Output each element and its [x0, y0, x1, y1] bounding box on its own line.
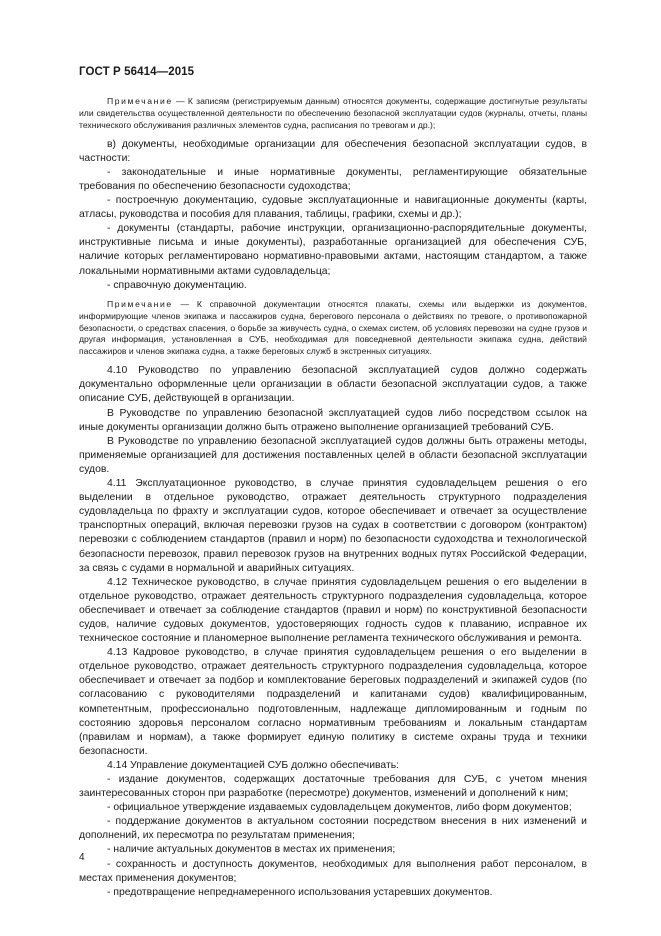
- note-label: Примечание: [107, 298, 173, 309]
- paragraph-4-13: 4.13 Кадровое руководство, в случае принятия судовладельцем решения о его выделении в отдельное руководство, отражает деятельность структурного подразделения судовладельца, которое обеспечивает и отвечает за подбор и комплектование береговых подразделений и экипажей судов (по согласованию с руководителями подразделений и капитанами судов) квалифицированным, компетентным, профессионально подготовленным, надлежаще дипломированным и годным по состоянию здоровья персоналом согласно нормативным требованиям и локальным стандартам (правилам и нормам), а также формирует единую политику в системе охраны труда и техники безопасности.: [79, 647, 587, 757]
- page-number: 4: [79, 852, 85, 863]
- list-item: - предотвращение непреднамеренного использования устаревших документов.: [107, 886, 493, 898]
- note-label: Примечание: [107, 96, 173, 106]
- list-item: - сохранность и доступность документов, необходимых для выполнения работ персоналом, в местах применения документов;: [79, 858, 587, 884]
- list-item: - построечную документацию, судовые эксплуатационные и навигационные документы (карты, атласы, руководства и пособия для плавания, таблицы, графики, схемы и др.);: [79, 195, 587, 221]
- document-body: [79, 96, 587, 900]
- note-reference-docs: [79, 299, 587, 359]
- document-header: ГОСТ Р 56414—2015: [79, 66, 195, 78]
- list-item: - документы (стандарты, рабочие инструкции, организационно-распорядительные документы, инструктивные письма и иные документы), разработанные организацией для обеспечения СУБ, наличие которых регламентировано нормативно-правовыми актами, настоящим стандартом, а также локальными нормативными актами судовладельца;: [79, 223, 587, 277]
- note-text: — К справочной документации относятся плакаты, схемы или выдержки из документов, информирующие членов экипажа и пассажиров судна, берегового персонала о действиях по тревоге, о противопожарной безопасности, о средствах спасения, о борьбе за живучесть судна, о схемах систем, об условиях перевозки на судне грузов и другая информация, установленная в СУБ, необходимая для повседневной деятельности экипажа судна, действий пассажиров и членов экипажа судна, а также береговых служб в экстренных ситуациях.: [79, 298, 587, 357]
- list-item-v: в) документы, необходимые организации для обеспечения безопасной эксплуатации судов, в частности:: [79, 138, 587, 164]
- note-text: — К записям (регистрируемым данным) относятся документы, содержащие достигнутые результаты или свидетельства осуществленной деятельности по обеспечению безопасной эксплуатации судов (журналы, отчеты, планы технического обслуживания различных элементов судна, расписания по тревогам и др.);: [79, 96, 588, 130]
- paragraph: В Руководстве по управлению безопасной эксплуатацией судов должны быть отражены методы, применяемые организацией для достижения поставленных целей в области безопасной эксплуатации судов.: [79, 435, 587, 475]
- list-item: - издание документов, содержащих достаточные требования для СУБ, с учетом мнения заинтересованных сторон при разработке (пересмотре) документов, изменений и дополнений к ним;: [79, 774, 587, 800]
- list-item: - законодательные и иные нормативные документы, регламентирующие обязательные требования по обеспечению безопасности судоходства;: [79, 166, 587, 192]
- paragraph-4-12: 4.12 Техническое руководство, в случае принятия судовладельцем решения о его выделении в отдельное руководство, отражает деятельность структурного подразделения судовладельца, которое обеспечивает и отвечает за соблюдение стандартов (правил и норм) по конструктивной безопасности судов, наличие судовых документов, удостоверяющих годность судов к плаванию, исправное их техническое состояние и планомерное выполнение регламента технического обслуживания и ремонта.: [79, 576, 587, 645]
- list-item: - справочную документацию.: [107, 279, 247, 291]
- paragraph-4-11: 4.11 Эксплуатационное руководство, в случае принятия судовладельцем решения о его выделении в отдельное руководство, отражает деятельность структурного подразделения судовладельца по фрахту и эксплуатации судов, которое обеспечивает и отвечает за осуществление транспортных операций, включая перевозки грузов на судах в соответствии с договором (контрактом) перевозки с соблюдением стандартов (правил и норм) по безопасности судоходства и технологической безопасности перевозок, правил перевозок грузов на внутренних водных путях Российской Федерации, за связь с судами в нормальной и аварийных ситуациях.: [79, 478, 587, 574]
- list-item: - поддержание документов в актуальном состоянии посредством внесения в них изменений и дополнений, их пересмотра по результатам применения;: [79, 816, 587, 842]
- paragraph: В Руководстве по управлению безопасной эксплуатацией судов либо посредством ссылок на иные документы организации должно быть отражено выполнение организацией требований СУБ.: [79, 407, 587, 433]
- note-records: [79, 96, 587, 132]
- paragraph-4-14: 4.14 Управление документацией СУБ должно обеспечивать:: [107, 759, 400, 771]
- paragraph-4-10: 4.10 Руководство по управлению безопасной эксплуатацией судов должно содержать документально оформленные цели организации в области безопасной эксплуатации судов, а также описание СУБ, действующей в организации.: [79, 365, 587, 405]
- list-item: - официальное утверждение издаваемых судовладельцем документов, либо форм документов;: [107, 802, 572, 814]
- list-item: - наличие актуальных документов в местах их применения;: [107, 844, 396, 856]
